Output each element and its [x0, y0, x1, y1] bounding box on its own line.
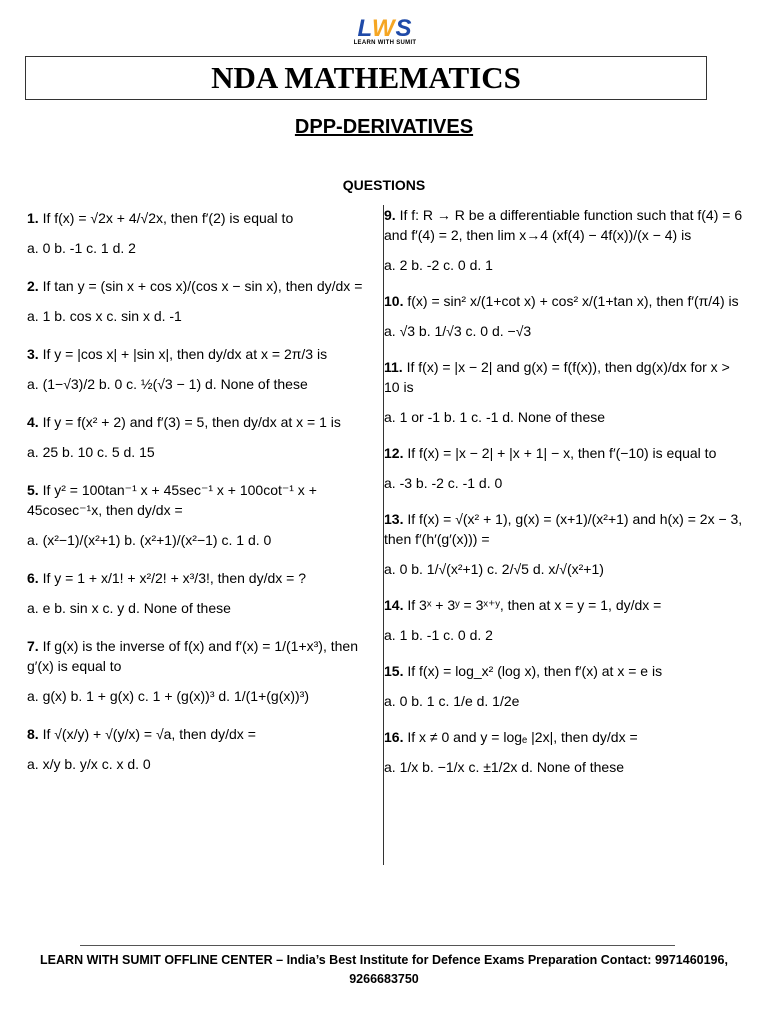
footer-line-2: 9266683750 — [349, 972, 419, 986]
question-stem: If 3ˣ + 3ʸ = 3ˣ⁺ʸ, then at x = y = 1, dy/dx = — [403, 597, 662, 613]
question-item: 12. If f(x) = |x − 2| + |x + 1| − x, then f′(−10) is equal to a. -3 b. -2 c. -1 d. 0 — [384, 443, 744, 493]
question-item: 2. If tan y = (sin x + cos x)/(cos x − sin x), then dy/dx = a. 1 b. cos x c. sin x d. -1 — [27, 276, 372, 326]
question-item: 3. If y = |cos x| + |sin x|, then dy/dx at x = 2π/3 is a. (1−√3)/2 b. 0 c. ½(√3 − 1) d. None of these — [27, 344, 372, 394]
question-stem: If f(x) = √(x² + 1), g(x) = (x+1)/(x²+1) and h(x) = 2x − 3, then f′(h′(g′(x))) = — [384, 511, 743, 547]
title-box — [25, 56, 707, 100]
question-item: 7. If g(x) is the inverse of f(x) and f′(x) = 1/(1+x³), then g′(x) is equal to a. g(x) b. 1 + g(x) c. 1 + (g(x))³ d. 1/(1+(g(x))³) — [27, 636, 372, 706]
question-options: a. g(x) b. 1 + g(x) c. 1 + (g(x))³ d. 1/(1+(g(x))³) — [27, 688, 310, 704]
question-options: a. 2 b. -2 c. 0 d. 1 — [384, 257, 493, 273]
question-item: 6. If y = 1 + x/1! + x²/2! + x³/3!, then dy/dx = ? a. e b. sin x c. y d. None of these — [27, 568, 372, 618]
question-stem: If g(x) is the inverse of f(x) and f′(x) = 1/(1+x³), then g′(x) is equal to — [27, 638, 358, 674]
question-options: a. √3 b. 1/√3 c. 0 d. −√3 — [384, 323, 532, 339]
logo-mark: LWS — [357, 15, 413, 42]
question-item: 14. If 3ˣ + 3ʸ = 3ˣ⁺ʸ, then at x = y = 1, dy/dx = a. 1 b. -1 c. 0 d. 2 — [384, 595, 744, 645]
question-options: a. -3 b. -2 c. -1 d. 0 — [384, 475, 503, 491]
question-stem: If f(x) = |x − 2| and g(x) = f(f(x)), then dg(x)/dx for x > 10 is — [384, 359, 730, 395]
question-item: 13. If f(x) = √(x² + 1), g(x) = (x+1)/(x²+1) and h(x) = 2x − 3, then f′(h′(g′(x))) = a. 0 b. 1/√(x²+1) c. 2/√5 d. x/√(x²+1) — [384, 511, 743, 577]
footer-line-1: LEARN WITH SUMIT OFFLINE CENTER – India’s Best Institute for Defence Exams Preparation Contact: 9971460196, — [40, 953, 728, 967]
questions-left-column — [27, 208, 372, 780]
question-options: a. 1 or -1 b. 1 c. -1 d. None of these — [384, 409, 606, 425]
question-item: 4. If y = f(x² + 2) and f′(3) = 5, then dy/dx at x = 1 is a. 25 b. 10 c. 5 d. 15 — [27, 412, 372, 462]
question-stem: If y² = 100tan⁻¹ x + 45sec⁻¹ x + 100cot⁻¹ x + 45cosec⁻¹x, then dy/dx = — [27, 482, 317, 518]
question-stem: If f: R → R be a differentiable function such that f(4) = 6 and f′(4) = 2, then lim x→4 (xf(4) − 4f(x))/(x − 4) is — [384, 207, 743, 243]
section-heading: QUESTIONS — [342, 177, 426, 193]
question-stem: If tan y = (sin x + cos x)/(cos x − sin x), then dy/dx = — [38, 278, 363, 294]
footer-contact — [30, 951, 738, 989]
question-item: 5. If y² = 100tan⁻¹ x + 45sec⁻¹ x + 100cot⁻¹ x + 45cosec⁻¹x, then dy/dx = a. (x²−1)/(x²+1) b. (x²+1)/(x²−1) c. 1 d. 0 — [27, 480, 372, 550]
question-stem: If y = 1 + x/1! + x²/2! + x³/3!, then dy/dx = ? — [38, 570, 306, 586]
question-stem: If f(x) = √2x + 4/√2x, then f′(2) is equal to — [38, 210, 294, 226]
question-stem: If y = f(x² + 2) and f′(3) = 5, then dy/dx at x = 1 is — [38, 414, 341, 430]
question-stem: f(x) = sin² x/(1+cot x) + cos² x/(1+tan x), then f′(π/4) is — [403, 293, 739, 309]
question-item: 1. If f(x) = √2x + 4/√2x, then f′(2) is equal to a. 0 b. -1 c. 1 d. 2 — [27, 208, 372, 258]
logo-tagline: LEARN WITH SUMIT — [353, 40, 417, 46]
question-item: 11. If f(x) = |x − 2| and g(x) = f(f(x)), then dg(x)/dx for x > 10 is a. 1 or -1 b. 1 c. -1 d. None of these — [384, 357, 744, 427]
question-stem: If f(x) = |x − 2| + |x + 1| − x, then f′(−10) is equal to — [403, 445, 717, 461]
question-options: a. 1 b. cos x c. sin x d. -1 — [27, 308, 182, 324]
question-options: a. (x²−1)/(x²+1) b. (x²+1)/(x²−1) c. 1 d. 0 — [27, 532, 272, 548]
question-options: a. 0 b. -1 c. 1 d. 2 — [27, 240, 136, 256]
question-options: a. e b. sin x c. y d. None of these — [27, 600, 231, 616]
question-stem: If f(x) = log_x² (log x), then f′(x) at x = e is — [403, 663, 663, 679]
question-stem: If √(x/y) + √(y/x) = √a, then dy/dx = — [38, 726, 256, 742]
footer-rule — [80, 945, 675, 946]
question-stem: If y = |cos x| + |sin x|, then dy/dx at x = 2π/3 is — [38, 346, 328, 362]
question-options: a. 1 b. -1 c. 0 d. 2 — [384, 627, 493, 643]
question-options: a. 25 b. 10 c. 5 d. 15 — [27, 444, 155, 460]
question-stem: If x ≠ 0 and y = logₑ |2x|, then dy/dx = — [403, 729, 638, 745]
brand-logo — [340, 16, 430, 52]
question-item: 9. If f: R → R be a differentiable function such that f(4) = 6 and f′(4) = 2, then lim x→4 (xf(4) − 4f(x))/(x − 4) is a. 2 b. -2 c. 0 d. 1 — [384, 207, 743, 273]
question-options: a. x/y b. y/x c. x d. 0 — [27, 756, 151, 772]
page-subtitle: DPP-DERIVATIVES — [294, 116, 474, 138]
question-options: a. 0 b. 1/√(x²+1) c. 2/√5 d. x/√(x²+1) — [384, 561, 604, 577]
questions-right-column — [384, 205, 744, 783]
question-item: 16. If x ≠ 0 and y = logₑ |2x|, then dy/dx = a. 1/x b. −1/x c. ±1/2x d. None of these — [384, 727, 744, 777]
question-options: a. 1/x b. −1/x c. ±1/2x d. None of these — [384, 759, 624, 775]
page-title: NDA MATHEMATICS — [211, 60, 521, 95]
question-item: 10. f(x) = sin² x/(1+cot x) + cos² x/(1+tan x), then f′(π/4) is a. √3 b. 1/√3 c. 0 d. −√3 — [384, 291, 744, 341]
question-item: 8. If √(x/y) + √(y/x) = √a, then dy/dx = a. x/y b. y/x c. x d. 0 — [27, 724, 372, 774]
question-item: 15. If f(x) = log_x² (log x), then f′(x) at x = e is a. 0 b. 1 c. 1/e d. 1/2e — [384, 661, 744, 711]
question-options: a. (1−√3)/2 b. 0 c. ½(√3 − 1) d. None of these — [27, 376, 308, 392]
question-options: a. 0 b. 1 c. 1/e d. 1/2e — [384, 693, 520, 709]
